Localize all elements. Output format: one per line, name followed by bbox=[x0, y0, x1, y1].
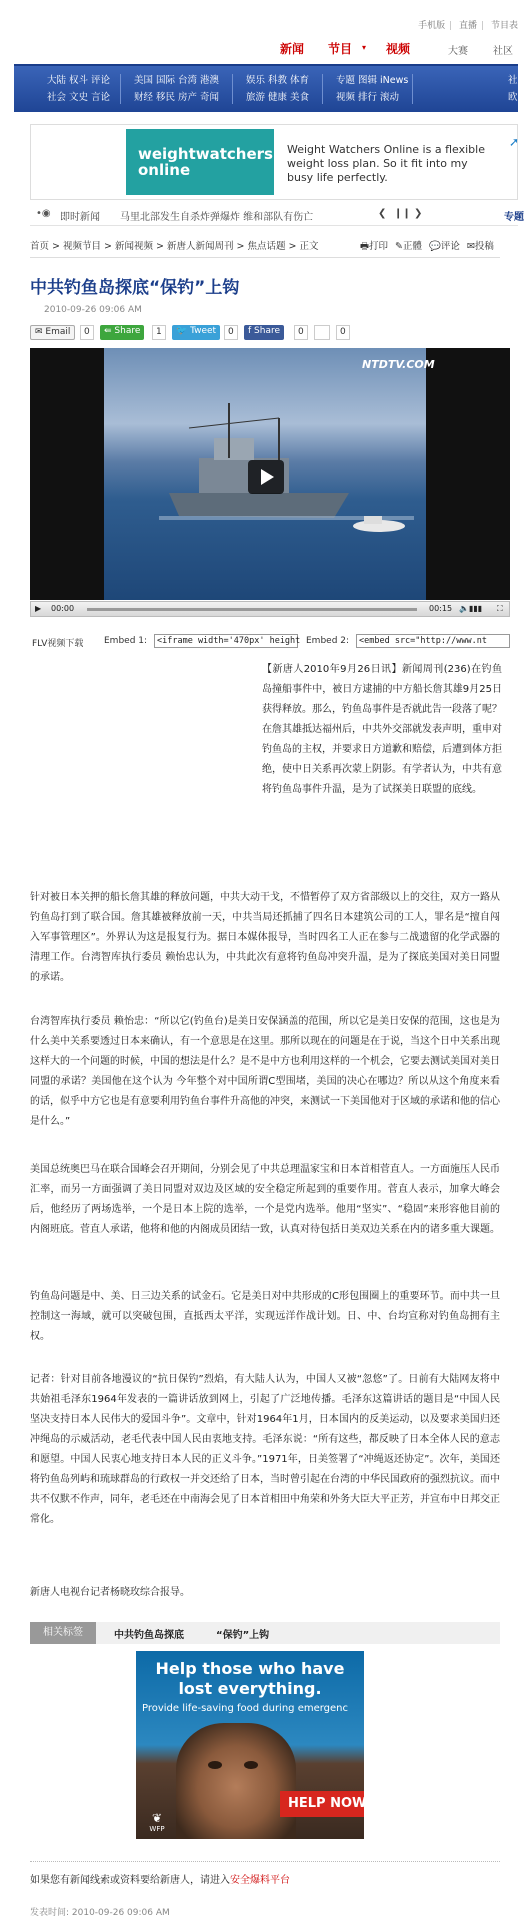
fullscreen-icon[interactable]: ⛶ bbox=[497, 604, 503, 613]
fishing-boat-image bbox=[159, 398, 414, 548]
ticker-headline[interactable]: 马里北部发生自杀炸弹爆炸 维和部队有伤亡 bbox=[120, 212, 314, 223]
related-tags bbox=[30, 1622, 500, 1644]
page-title: 中共钓鱼岛探底“保钓”上钩 bbox=[30, 278, 240, 298]
article-paragraph: 美国总统奥巴马在联合国峰会召开期间，分别会见了中共总理温家宝和日本首相菅直人。一方面施压人民币汇率，而另一方面强调了美日同盟对双边及区域的安全稳定所起到的重要作用。菅直人表示，加拿大峰会后，他经历了两场选举，一个是日本上院的选举，一个是党内选举。他用“坚实”、“稳固”来形容他目前的内阁班底。菅直人承诺，他将和他的内阁成员团结一致，认真对待包括日美双边关系在内的诸多重大课题。 bbox=[30, 1164, 500, 1235]
news-tip-text: 如果您有新闻线索或资料要给新唐人，请进入 bbox=[30, 1875, 230, 1886]
category-group-2[interactable]: 美国 国际 台湾 港澳 财经 移民 房产 奇闻 bbox=[134, 75, 220, 103]
print-link[interactable]: 打印 bbox=[368, 241, 388, 252]
category-divider bbox=[322, 74, 323, 104]
mobile-link[interactable]: 手机版 bbox=[418, 21, 446, 31]
article-tools bbox=[360, 238, 494, 255]
email-count: 0 bbox=[80, 325, 94, 340]
article-paragraph: 台湾智库执行委员 赖怡忠：“所以它(钓鱼台)是美日安保涵盖的范围，所以它是美日安保的范围，这也是为什么美中关系要透过日本来确认，有一个意思是在这里。那所以现在的问题是在于说，当这个日中关系出现这样大的一个问题的时候，中国的想法是什么？是不是中方也利用这样的一个机会，它要去测试美国对美日同盟的承诺？美国他在这个认为 今年整个对中国所谓C型围堵，美国的决心在哪边？所以从这个角度来看的话，似乎中方它也是有意要利用钓鱼台事件升高他的冲突，来测试一下美国他对于区域的承诺和他的信心是什么。” bbox=[30, 1016, 500, 1127]
other-share-button[interactable] bbox=[314, 325, 330, 340]
article-date: 2010-09-26 09:06 AM bbox=[44, 305, 142, 315]
category-group-1[interactable]: 大陆 权斗 评论 社会 文史 言论 bbox=[47, 75, 111, 103]
nav-programs[interactable]: 节目 bbox=[328, 42, 353, 56]
submit-link[interactable]: 投稿 bbox=[474, 241, 494, 252]
ad-logo[interactable]: weightwatchers online bbox=[126, 129, 274, 195]
flv-download-link[interactable]: FLV视频下载 bbox=[32, 639, 84, 649]
tweet-count: 0 bbox=[224, 325, 238, 340]
share-bar bbox=[30, 325, 500, 343]
article-paragraph: 记者：针对目前各地漫议的“抗日保钓”烈焰，有大陆人认为，中国人又被“忽悠”了。日前有大陆网友将中共始祖毛泽东1964年发表的一篇讲话放到网上，引起了广泛地传播。毛泽东这篇讲话的题目是“中国人民坚决支持日本人民伟大的爱国斗争”。文章中，针对1964年1月，日本国内的反美运动，以及要求美国归还冲绳岛的示威活动，老毛代表中国人民由衷地支持。毛泽东说：“所有这些，都反映了日本全体人民的意志和愿望。中国人民衷心地支持日本人民的正义斗争。”1971年，日美签署了“冲绳返还协定”。次年，美国还将钓鱼岛列屿和琉球群岛的行政权一并交还给了日本，当时曾引起在台湾的中华民国政府的强烈抗议。而中共不仅默不作声，同年，老毛还在中南海会见了日本首相田中角荣和外务大臣大平正芳，并宣布中日邦交正常化。 bbox=[30, 1374, 500, 1525]
tags-label: 相关标签 bbox=[30, 1622, 96, 1644]
ticker-prev-icon[interactable]: ❮ bbox=[378, 208, 387, 219]
category-group-5[interactable]: 社 欧 bbox=[508, 75, 518, 103]
embed1-field[interactable]: <iframe width='470px' height bbox=[154, 634, 298, 648]
volume-icon[interactable]: 🔈▮▮▮ bbox=[459, 604, 483, 613]
font-link[interactable]: 正體 bbox=[402, 241, 422, 252]
charity-ad[interactable] bbox=[136, 1651, 367, 1839]
news-ticker bbox=[30, 204, 524, 226]
category-divider bbox=[232, 74, 233, 104]
embed2-field[interactable]: <embed src="http://www.nt bbox=[356, 634, 510, 648]
embed1-label: Embed 1: bbox=[104, 636, 148, 646]
utility-bar: 手机版 | 直播 | 节目表 bbox=[418, 21, 518, 31]
video-player[interactable] bbox=[30, 348, 510, 600]
charity-ad-subline: Provide life-saving food during emergenc bbox=[142, 1703, 349, 1714]
share-count: 1 bbox=[152, 325, 166, 340]
charity-ad-headline: Help those who have lost everything. bbox=[155, 1659, 345, 1698]
tag-link[interactable]: “保钓”上钩 bbox=[216, 1630, 270, 1641]
breadcrumb bbox=[30, 238, 518, 256]
facebook-count: 0 bbox=[294, 325, 308, 340]
tag-link[interactable]: 中共钓鱼岛探底 bbox=[114, 1630, 184, 1641]
nav-daji[interactable]: 大赛 bbox=[448, 46, 468, 57]
current-time: 00:00 bbox=[51, 604, 75, 613]
publish-time: 发表时间: 2010-09-26 09:06 AM bbox=[30, 1908, 170, 1918]
child-photo bbox=[176, 1723, 296, 1839]
footer-divider bbox=[30, 1861, 500, 1862]
category-divider bbox=[412, 74, 413, 104]
schedule-link[interactable]: 节目表 bbox=[490, 21, 518, 31]
ntdtv-logo: NTDTV.COM bbox=[362, 358, 435, 371]
share-button[interactable]: ⇚ Share bbox=[100, 325, 144, 340]
comment-icon[interactable]: 💬 bbox=[429, 241, 441, 252]
ticker-pause-icon[interactable]: ❙❙ bbox=[394, 208, 411, 219]
nav-community[interactable]: 社区 bbox=[493, 46, 513, 57]
breadcrumb-path[interactable]: 首页 > 视频节目 > 新闻视频 > 新唐人新闻周刊 > 焦点话题 > 正文 bbox=[30, 241, 319, 252]
article-paragraph: 钓鱼岛问题是中、美、日三边关系的试金石。它是美日对中共形成的C形包围圈上的重要环节。而中共一旦控制这一海域，就可以突破包围，直抵西太平洋，实现远洋作战计划。日、中、台均宣称对钓鱼岛拥有主权。 bbox=[30, 1291, 500, 1342]
ticker-dot-icon: •◉ bbox=[36, 208, 51, 219]
category-group-4[interactable]: 专题 图辑 iNews 视频 排行 滚动 bbox=[336, 75, 409, 103]
font-icon[interactable]: ✎ bbox=[395, 241, 403, 252]
nav-video[interactable]: 视频 bbox=[386, 42, 411, 56]
child-eyes bbox=[208, 1761, 268, 1771]
ticker-special[interactable]: 专题 bbox=[504, 212, 524, 223]
category-divider bbox=[120, 74, 121, 104]
breadcrumb-divider bbox=[30, 257, 500, 258]
category-bar bbox=[14, 66, 518, 112]
news-tip bbox=[30, 1871, 290, 1886]
ad-arrow-icon[interactable]: ➚ bbox=[509, 135, 520, 149]
embed2-label: Embed 2: bbox=[306, 636, 350, 646]
wfp-logo: ❦ WFP bbox=[144, 1811, 170, 1835]
other-count: 0 bbox=[336, 325, 350, 340]
wreath-icon: ❦ bbox=[151, 1811, 163, 1825]
facebook-share-button[interactable]: f Share bbox=[244, 325, 284, 340]
play-small-icon[interactable]: ▶ bbox=[35, 604, 42, 613]
print-icon[interactable]: 🖶 bbox=[360, 241, 369, 252]
ticker-label: 即时新闻 bbox=[60, 212, 100, 223]
ad-banner[interactable] bbox=[30, 124, 518, 200]
video-controls bbox=[30, 601, 510, 617]
email-button[interactable]: ✉ Email bbox=[30, 325, 75, 340]
ad-text[interactable]: Weight Watchers Online is a flexible weight loss plan. So it fit into my busy life perfectly. bbox=[287, 143, 485, 184]
live-link[interactable]: 直播 bbox=[459, 21, 478, 31]
help-now-button[interactable]: HELP NOW bbox=[280, 1791, 364, 1817]
comment-link[interactable]: 评论 bbox=[440, 241, 460, 252]
tweet-button[interactable]: 🐦 Tweet bbox=[172, 325, 220, 340]
secure-tip-link[interactable]: 安全爆料平台 bbox=[230, 1875, 290, 1886]
submit-icon[interactable]: ✉ bbox=[466, 241, 475, 252]
embed-row bbox=[30, 634, 518, 650]
article-paragraph: 针对被日本关押的船长詹其雄的释放问题，中共大动干戈，不惜暂停了双方省部级以上的交往，双方一路从钓鱼岛打到了联合国。詹其雄被释放前一天，中共当局还抓捕了四名日本建筑公司的工人，罪名是“擅自闯入军事管理区”。外界认为这是报复行为。据日本媒体报导，当时四名工人正在参与二战遗留的化学武器的清理工作。台湾智库执行委员 赖怡忠认为，中共此次有意将钓鱼岛冲突升温，是为了探底美国对美日同盟的承诺。 bbox=[30, 892, 500, 983]
main-nav bbox=[0, 40, 518, 62]
chevron-down-icon[interactable]: ▾ bbox=[362, 43, 367, 52]
ticker-next-icon[interactable]: ❯ bbox=[414, 208, 423, 219]
article-lead: 【新唐人2010年9月26日讯】新闻周刊(236)在钓鱼岛撞船事件中，被日方逮捕的中方船长詹其雄9月25日获得释放。那么，钓鱼岛事件是否就此告一段落了呢？在詹其雄抵达福州后，中共外交部就发表声明，重申对钓鱼岛的主权，并要求日方道歉和赔偿，后遭到体方拒绝，使中日关系再次蒙上阴影。有学者认为，中共有意将钓鱼岛事件升温，是为了试探美日联盟的底线。 bbox=[262, 664, 502, 795]
play-button[interactable] bbox=[248, 460, 284, 494]
progress-bar[interactable] bbox=[87, 608, 417, 611]
total-time: 00:15 bbox=[429, 604, 453, 613]
category-group-3[interactable]: 娱乐 科教 体育 旅游 健康 美食 bbox=[246, 75, 310, 103]
play-icon bbox=[261, 469, 274, 485]
nav-news[interactable]: 新闻 bbox=[280, 42, 305, 56]
article-byline: 新唐人电视台记者杨晓玫综合报导。 bbox=[30, 1587, 190, 1598]
